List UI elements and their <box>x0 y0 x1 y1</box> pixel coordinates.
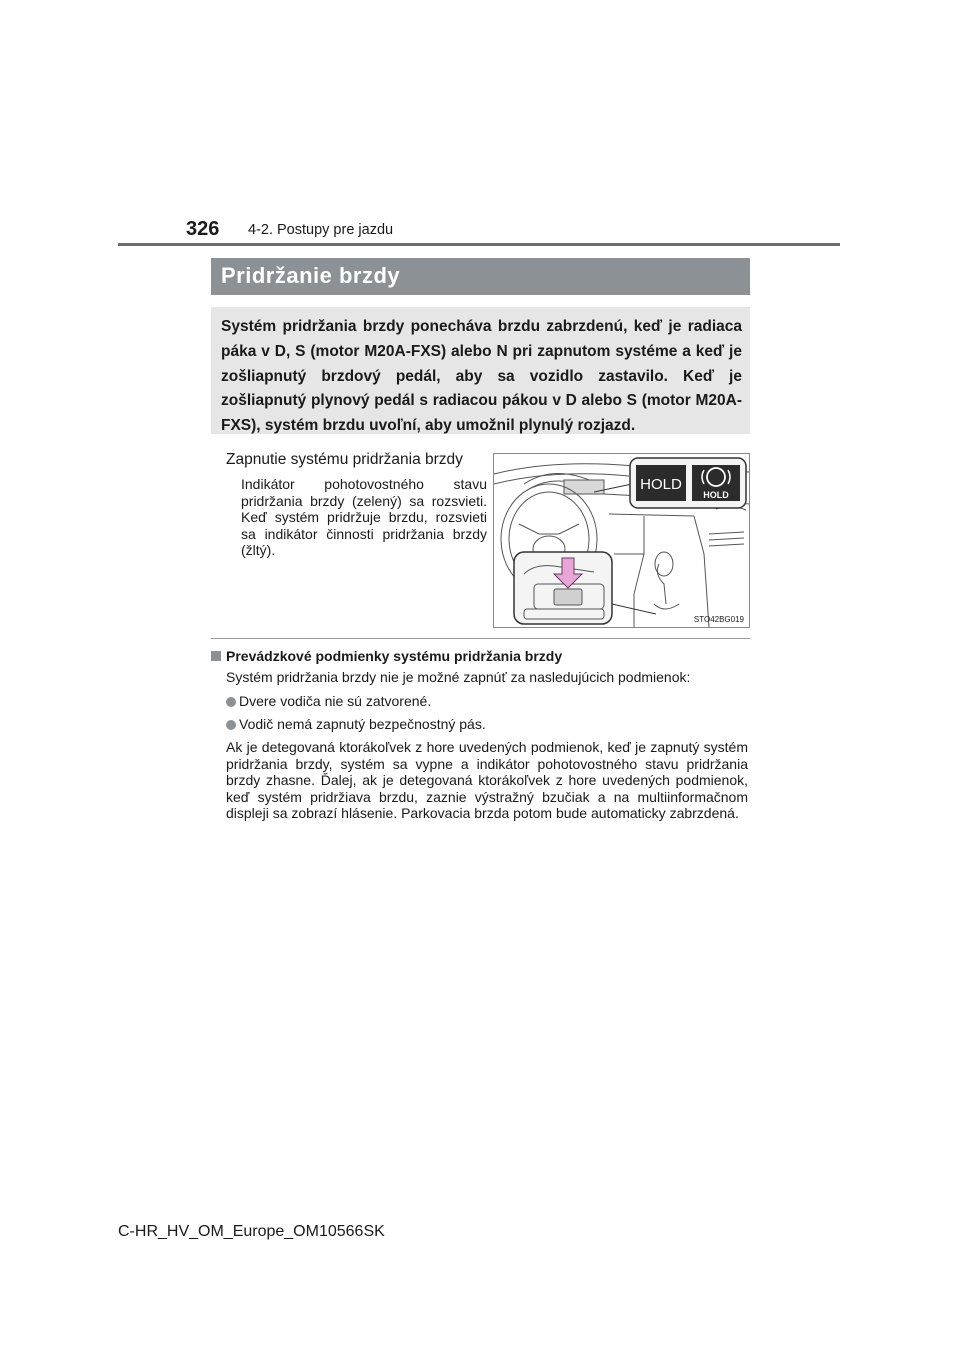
section-label: 4-2. Postupy pre jazdu <box>248 222 394 238</box>
conditions-intro: Systém pridržania brzdy nie je možné zapnúť za nasledujúcich podmienok: <box>226 669 691 685</box>
figure-code: STO42BG019 <box>693 615 744 624</box>
list-item-text: Vodič nemá zapnutý bezpečnostný pás. <box>239 716 486 732</box>
list-item <box>226 716 486 732</box>
conditions-heading-text: Prevádzkové podmienky systému pridržania brzdy <box>226 648 563 664</box>
list-item <box>226 693 431 709</box>
intro-text: Systém pridržania brzdy ponecháva brzdu zabrzdenú, keď je radiaca páka v D, S (motor M20A-FXS) alebo N pri zapnutom systéme a keď je zošliapnutý brzdový pedál, aby sa vozidlo zastavilo. Keď je zošliapnutý plynový pedál s radiacou pákou v D alebo S (motor M20A-FXS), systém brzdu uvoľní, aby umožnil plynulý rozjazd. <box>221 318 742 435</box>
circle-bullet-icon <box>226 720 236 730</box>
page-number: 326 <box>186 218 220 240</box>
title-bar <box>211 258 750 295</box>
page-title: Pridržanie brzdy <box>221 263 401 288</box>
hold-button-label: HOLD <box>640 476 682 493</box>
intro-box <box>211 307 750 434</box>
figure-caption: Zapnutie systému pridržania brzdy <box>226 451 463 468</box>
dashboard-drawing <box>494 454 749 627</box>
list-item-text: Dvere vodiča nie sú zatvorené. <box>239 693 432 709</box>
header-divider <box>118 243 840 246</box>
conditions-heading <box>211 648 562 664</box>
conditions-paragraph: Ak je detegovaná ktorákoľvek z hore uvedených podmienok, keď je zapnutý systém pridržania brzdy, systém sa vypne a indikátor pohotovostného stavu pridržania brzdy zhasne. Ďalej, ak je detegovaná ktorákoľvek z hore uvedených podmienok, keď systém pridržiava brzdu, zaznie výstražný bzučiak a na multiinformačnom displeji sa zobrazí hlásenie. Parkovacia brzda potom bude automaticky zabrzdená. <box>226 739 748 822</box>
section-divider <box>211 638 750 639</box>
hold-switch-illustration <box>493 453 750 628</box>
hold-indicator-label: HOLD <box>703 490 729 500</box>
footer-doc-id: C-HR_HV_OM_Europe_OM10566SK <box>118 1223 385 1240</box>
square-bullet-icon <box>211 651 221 661</box>
circle-bullet-icon <box>226 697 236 707</box>
figure-description: Indikátor pohotovostného stavu pridržania brzdy (zelený) sa rozsvieti. Keď systém pridržuje brzdu, rozsvieti sa indikátor činnosti pridržania brzdy (žltý). <box>241 476 487 558</box>
